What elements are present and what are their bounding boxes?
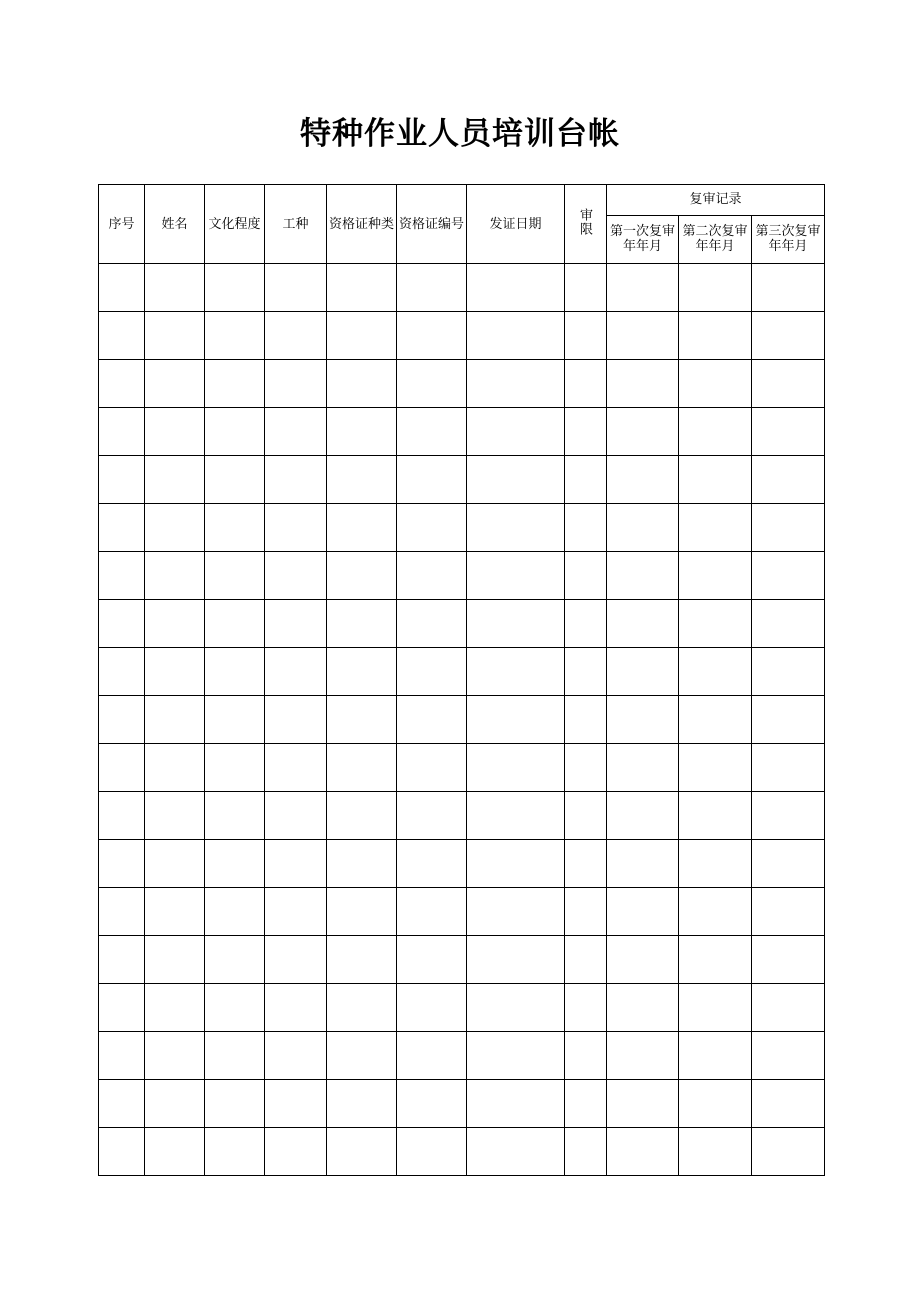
table-cell-seq[interactable] (99, 1032, 145, 1080)
table-cell-certno[interactable] (397, 840, 467, 888)
table-cell-work[interactable] (265, 408, 327, 456)
table-row (99, 504, 825, 552)
table-cell-r3[interactable] (752, 408, 825, 456)
table-cell-cert[interactable] (327, 1080, 397, 1128)
table-cell-certno[interactable] (397, 360, 467, 408)
table-row (99, 1080, 825, 1128)
table-cell-date[interactable] (467, 648, 565, 696)
table-cell-limit[interactable] (565, 264, 607, 312)
table-row (99, 360, 825, 408)
table-cell-r3[interactable] (752, 312, 825, 360)
table-cell-limit[interactable] (565, 696, 607, 744)
table-cell-name[interactable] (145, 936, 205, 984)
table-cell-r2[interactable] (679, 936, 752, 984)
table-body (99, 264, 825, 1176)
table-row (99, 600, 825, 648)
table-cell-edu[interactable] (205, 936, 265, 984)
table-cell-r2[interactable] (679, 1128, 752, 1176)
table-cell-cert[interactable] (327, 360, 397, 408)
table-cell-r3[interactable] (752, 360, 825, 408)
table-cell-seq[interactable] (99, 888, 145, 936)
table-cell-limit[interactable] (565, 936, 607, 984)
table-cell-edu[interactable] (205, 600, 265, 648)
table-cell-r1[interactable] (607, 264, 679, 312)
table-cell-r3[interactable] (752, 936, 825, 984)
column-header-cert-number: 资格证编号 (397, 185, 467, 264)
table-cell-seq[interactable] (99, 360, 145, 408)
table-cell-r1[interactable] (607, 1032, 679, 1080)
column-header-issue-date: 发证日期 (467, 185, 565, 264)
table-cell-r2[interactable] (679, 360, 752, 408)
table-cell-work[interactable] (265, 1128, 327, 1176)
column-header-review-2: 第二次复审年年月 (679, 215, 752, 263)
table-cell-cert[interactable] (327, 936, 397, 984)
table-cell-name[interactable] (145, 504, 205, 552)
table-cell-seq[interactable] (99, 312, 145, 360)
table-cell-date[interactable] (467, 840, 565, 888)
table-row (99, 312, 825, 360)
table-cell-seq[interactable] (99, 1128, 145, 1176)
table-cell-edu[interactable] (205, 504, 265, 552)
table-cell-work[interactable] (265, 888, 327, 936)
table-cell-r3[interactable] (752, 840, 825, 888)
table-cell-seq[interactable] (99, 648, 145, 696)
table-row (99, 648, 825, 696)
table-cell-r1[interactable] (607, 792, 679, 840)
table-cell-r3[interactable] (752, 456, 825, 504)
table-cell-seq[interactable] (99, 792, 145, 840)
table-cell-r1[interactable] (607, 312, 679, 360)
table-cell-certno[interactable] (397, 264, 467, 312)
table-cell-certno[interactable] (397, 1128, 467, 1176)
table-cell-r3[interactable] (752, 1080, 825, 1128)
table-cell-r3[interactable] (752, 648, 825, 696)
table-row (99, 456, 825, 504)
table-cell-certno[interactable] (397, 312, 467, 360)
table-cell-r1[interactable] (607, 600, 679, 648)
table-row (99, 696, 825, 744)
table-cell-work[interactable] (265, 696, 327, 744)
table-cell-r1[interactable] (607, 1080, 679, 1128)
table-header-row-top (99, 185, 825, 216)
table-cell-work[interactable] (265, 840, 327, 888)
table-cell-work[interactable] (265, 600, 327, 648)
table-cell-edu[interactable] (205, 552, 265, 600)
table-cell-limit[interactable] (565, 408, 607, 456)
column-header-review-record-group: 复审记录 (607, 185, 825, 216)
table-cell-edu[interactable] (205, 360, 265, 408)
table-cell-seq[interactable] (99, 696, 145, 744)
table-cell-name[interactable] (145, 408, 205, 456)
table-cell-certno[interactable] (397, 1080, 467, 1128)
table-cell-r3[interactable] (752, 1128, 825, 1176)
table-cell-limit[interactable] (565, 792, 607, 840)
column-header-name: 姓名 (145, 185, 205, 264)
table-cell-cert[interactable] (327, 264, 397, 312)
table-cell-date[interactable] (467, 1032, 565, 1080)
table-cell-work[interactable] (265, 1032, 327, 1080)
table-cell-r2[interactable] (679, 1032, 752, 1080)
table-cell-name[interactable] (145, 888, 205, 936)
table-cell-edu[interactable] (205, 840, 265, 888)
table-cell-edu[interactable] (205, 648, 265, 696)
table-cell-certno[interactable] (397, 408, 467, 456)
table-cell-seq[interactable] (99, 264, 145, 312)
table-cell-name[interactable] (145, 792, 205, 840)
table-row (99, 552, 825, 600)
table-cell-edu[interactable] (205, 888, 265, 936)
table-cell-cert[interactable] (327, 552, 397, 600)
table-cell-work[interactable] (265, 984, 327, 1032)
table-cell-date[interactable] (467, 984, 565, 1032)
table-cell-r2[interactable] (679, 504, 752, 552)
table-cell-edu[interactable] (205, 744, 265, 792)
table-cell-cert[interactable] (327, 312, 397, 360)
table-cell-r1[interactable] (607, 648, 679, 696)
table-cell-date[interactable] (467, 600, 565, 648)
table-cell-r2[interactable] (679, 696, 752, 744)
table-cell-date[interactable] (467, 1080, 565, 1128)
table-cell-seq[interactable] (99, 984, 145, 1032)
table-cell-work[interactable] (265, 936, 327, 984)
table-cell-cert[interactable] (327, 984, 397, 1032)
table-cell-date[interactable] (467, 264, 565, 312)
table-cell-work[interactable] (265, 744, 327, 792)
table-cell-work[interactable] (265, 792, 327, 840)
table-cell-date[interactable] (467, 408, 565, 456)
table-cell-r3[interactable] (752, 552, 825, 600)
table-cell-r2[interactable] (679, 456, 752, 504)
table-cell-name[interactable] (145, 456, 205, 504)
table-cell-r3[interactable] (752, 984, 825, 1032)
table-row (99, 792, 825, 840)
table-cell-seq[interactable] (99, 1080, 145, 1128)
table-cell-r2[interactable] (679, 264, 752, 312)
table-header (99, 185, 825, 264)
table-cell-edu[interactable] (205, 456, 265, 504)
table-cell-edu[interactable] (205, 408, 265, 456)
table-cell-date[interactable] (467, 360, 565, 408)
table-cell-r2[interactable] (679, 648, 752, 696)
table-cell-edu[interactable] (205, 696, 265, 744)
table-cell-r1[interactable] (607, 504, 679, 552)
table-cell-r2[interactable] (679, 840, 752, 888)
table-cell-r1[interactable] (607, 552, 679, 600)
table-cell-r1[interactable] (607, 408, 679, 456)
table-cell-r2[interactable] (679, 792, 752, 840)
table-cell-cert[interactable] (327, 600, 397, 648)
table-cell-certno[interactable] (397, 936, 467, 984)
table-cell-r2[interactable] (679, 408, 752, 456)
table-cell-r3[interactable] (752, 264, 825, 312)
ledger-table-container (98, 184, 824, 1176)
table-cell-name[interactable] (145, 552, 205, 600)
table-cell-r3[interactable] (752, 888, 825, 936)
table-cell-date[interactable] (467, 456, 565, 504)
table-cell-work[interactable] (265, 456, 327, 504)
table-cell-certno[interactable] (397, 696, 467, 744)
column-header-review-limit: 审限 (565, 185, 607, 264)
table-cell-cert[interactable] (327, 840, 397, 888)
table-cell-seq[interactable] (99, 600, 145, 648)
table-cell-r2[interactable] (679, 1080, 752, 1128)
table-row (99, 408, 825, 456)
table-cell-name[interactable] (145, 600, 205, 648)
table-cell-certno[interactable] (397, 456, 467, 504)
table-cell-name[interactable] (145, 264, 205, 312)
table-cell-r1[interactable] (607, 840, 679, 888)
table-cell-name[interactable] (145, 840, 205, 888)
table-cell-r3[interactable] (752, 792, 825, 840)
table-cell-cert[interactable] (327, 696, 397, 744)
table-cell-r1[interactable] (607, 1128, 679, 1176)
table-cell-name[interactable] (145, 1032, 205, 1080)
table-cell-r1[interactable] (607, 984, 679, 1032)
table-cell-limit[interactable] (565, 1128, 607, 1176)
table-cell-r1[interactable] (607, 888, 679, 936)
table-cell-name[interactable] (145, 696, 205, 744)
table-cell-r2[interactable] (679, 744, 752, 792)
table-cell-cert[interactable] (327, 456, 397, 504)
table-cell-date[interactable] (467, 696, 565, 744)
table-cell-name[interactable] (145, 984, 205, 1032)
table-cell-limit[interactable] (565, 648, 607, 696)
table-cell-seq[interactable] (99, 936, 145, 984)
table-cell-work[interactable] (265, 504, 327, 552)
table-cell-r3[interactable] (752, 744, 825, 792)
table-cell-date[interactable] (467, 792, 565, 840)
table-cell-cert[interactable] (327, 792, 397, 840)
table-cell-work[interactable] (265, 264, 327, 312)
table-cell-work[interactable] (265, 360, 327, 408)
table-cell-cert[interactable] (327, 648, 397, 696)
table-cell-r2[interactable] (679, 888, 752, 936)
table-cell-limit[interactable] (565, 456, 607, 504)
table-cell-r2[interactable] (679, 600, 752, 648)
table-cell-date[interactable] (467, 504, 565, 552)
table-cell-r1[interactable] (607, 456, 679, 504)
table-cell-limit[interactable] (565, 1032, 607, 1080)
column-header-seq: 序号 (99, 185, 145, 264)
table-cell-limit[interactable] (565, 840, 607, 888)
table-cell-r1[interactable] (607, 696, 679, 744)
table-row (99, 264, 825, 312)
table-cell-certno[interactable] (397, 1032, 467, 1080)
table-cell-cert[interactable] (327, 408, 397, 456)
column-header-review-1: 第一次复审年年月 (607, 215, 679, 263)
table-row (99, 1128, 825, 1176)
table-cell-certno[interactable] (397, 792, 467, 840)
table-cell-r2[interactable] (679, 984, 752, 1032)
table-cell-r2[interactable] (679, 312, 752, 360)
table-cell-cert[interactable] (327, 504, 397, 552)
table-cell-certno[interactable] (397, 648, 467, 696)
table-cell-edu[interactable] (205, 1128, 265, 1176)
table-cell-r3[interactable] (752, 600, 825, 648)
table-cell-work[interactable] (265, 552, 327, 600)
table-cell-cert[interactable] (327, 1128, 397, 1176)
table-cell-work[interactable] (265, 1080, 327, 1128)
table-cell-date[interactable] (467, 312, 565, 360)
table-cell-r3[interactable] (752, 504, 825, 552)
table-row (99, 1032, 825, 1080)
table-cell-r3[interactable] (752, 696, 825, 744)
table-cell-name[interactable] (145, 648, 205, 696)
table-cell-edu[interactable] (205, 312, 265, 360)
table-cell-limit[interactable] (565, 1080, 607, 1128)
table-cell-cert[interactable] (327, 1032, 397, 1080)
column-header-education: 文化程度 (205, 185, 265, 264)
table-row (99, 888, 825, 936)
table-cell-edu[interactable] (205, 1080, 265, 1128)
table-cell-certno[interactable] (397, 552, 467, 600)
ledger-table (98, 184, 825, 1176)
table-cell-date[interactable] (467, 936, 565, 984)
table-cell-work[interactable] (265, 648, 327, 696)
table-row (99, 840, 825, 888)
table-cell-seq[interactable] (99, 456, 145, 504)
table-cell-r2[interactable] (679, 552, 752, 600)
table-cell-edu[interactable] (205, 1032, 265, 1080)
column-header-review-3: 第三次复审年年月 (752, 215, 825, 263)
table-row (99, 984, 825, 1032)
table-cell-date[interactable] (467, 744, 565, 792)
table-row (99, 936, 825, 984)
table-cell-r3[interactable] (752, 1032, 825, 1080)
table-cell-r1[interactable] (607, 744, 679, 792)
table-cell-certno[interactable] (397, 984, 467, 1032)
table-cell-cert[interactable] (327, 744, 397, 792)
page-title: 特种作业人员培训台帐 (300, 116, 620, 151)
table-row (99, 744, 825, 792)
table-cell-cert[interactable] (327, 888, 397, 936)
table-cell-certno[interactable] (397, 600, 467, 648)
table-cell-limit[interactable] (565, 552, 607, 600)
table-cell-edu[interactable] (205, 792, 265, 840)
table-cell-limit[interactable] (565, 744, 607, 792)
table-cell-certno[interactable] (397, 888, 467, 936)
table-cell-limit[interactable] (565, 984, 607, 1032)
table-cell-limit[interactable] (565, 600, 607, 648)
table-cell-limit[interactable] (565, 360, 607, 408)
table-cell-date[interactable] (467, 1128, 565, 1176)
table-cell-r1[interactable] (607, 936, 679, 984)
table-cell-work[interactable] (265, 312, 327, 360)
table-cell-limit[interactable] (565, 312, 607, 360)
table-cell-seq[interactable] (99, 744, 145, 792)
table-cell-name[interactable] (145, 1080, 205, 1128)
table-cell-date[interactable] (467, 552, 565, 600)
table-cell-name[interactable] (145, 1128, 205, 1176)
column-header-worktype: 工种 (265, 185, 327, 264)
table-cell-seq[interactable] (99, 504, 145, 552)
table-cell-seq[interactable] (99, 552, 145, 600)
table-cell-limit[interactable] (565, 888, 607, 936)
table-cell-certno[interactable] (397, 504, 467, 552)
column-header-cert-type: 资格证种类 (327, 185, 397, 264)
table-cell-seq[interactable] (99, 408, 145, 456)
table-cell-limit[interactable] (565, 504, 607, 552)
table-cell-name[interactable] (145, 744, 205, 792)
table-cell-edu[interactable] (205, 264, 265, 312)
table-cell-seq[interactable] (99, 840, 145, 888)
table-cell-r1[interactable] (607, 360, 679, 408)
table-cell-name[interactable] (145, 360, 205, 408)
table-cell-date[interactable] (467, 888, 565, 936)
table-cell-certno[interactable] (397, 744, 467, 792)
table-cell-name[interactable] (145, 312, 205, 360)
table-cell-edu[interactable] (205, 984, 265, 1032)
